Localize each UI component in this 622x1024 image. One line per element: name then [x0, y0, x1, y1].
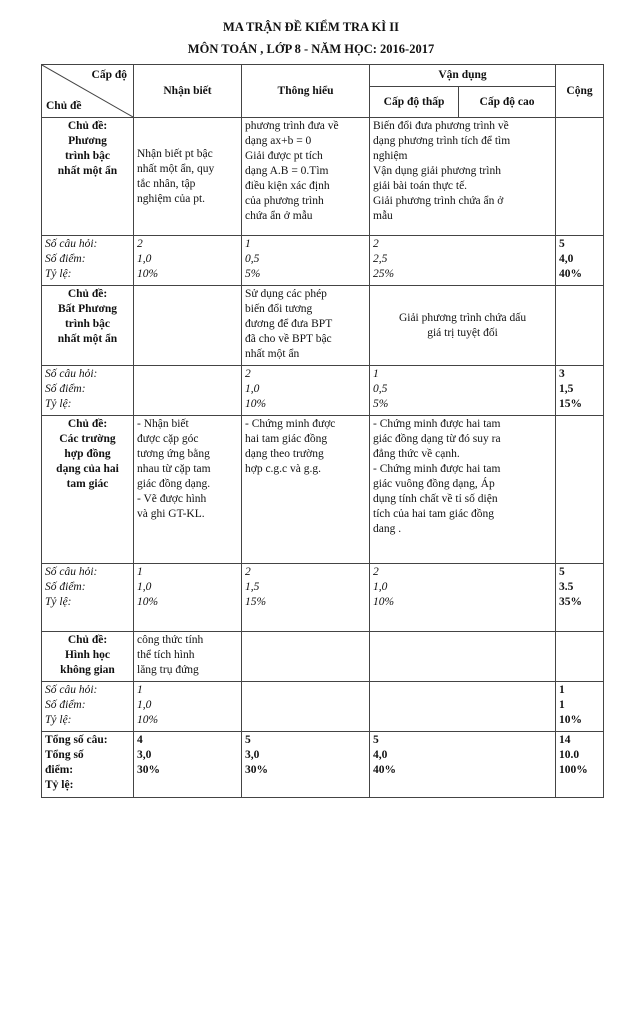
text-line: 15%: [245, 596, 267, 608]
text-line: của phương trình: [245, 195, 324, 207]
text-line: 1,0: [373, 581, 388, 593]
cap-do-cao-header: Cấp độ cao: [459, 87, 556, 118]
text-line: 5%: [245, 268, 261, 280]
text-line: 2: [373, 566, 379, 578]
text-line: 5%: [373, 398, 389, 410]
text-line: Giải phương trình chứa dấu: [398, 311, 527, 324]
cong-cell: [556, 118, 604, 236]
thong-hieu-cell: [242, 286, 370, 366]
stat-label: Tỷ lệ:: [45, 398, 72, 410]
stats-label-cell: [42, 236, 134, 286]
text-line: 1,5: [245, 581, 260, 593]
text-line: Tỷ lệ:: [45, 779, 74, 791]
text-line: 100%: [559, 764, 588, 776]
text-line: tam giác: [66, 478, 109, 490]
van-dung-cell: [370, 416, 556, 564]
text-line: 3,0: [137, 749, 152, 761]
stats-van-dung-cell: [370, 682, 556, 732]
cong-cell: [556, 632, 604, 682]
topic-row: [42, 416, 604, 564]
cap-do-label: Cấp độ: [91, 69, 127, 81]
stat-label: Số câu hỏi:: [45, 238, 98, 250]
stats-label-cell: [42, 682, 134, 732]
text-line: Tổng số câu:: [45, 734, 108, 746]
text-line: tắc nhân, tập: [137, 177, 196, 190]
text-line: giác đồng dạng.: [137, 478, 211, 490]
text-line: 40%: [373, 764, 396, 776]
topic-name-cell: [42, 416, 134, 564]
nhan-biet-cell: [134, 286, 242, 366]
stat-label: Tỷ lệ:: [45, 596, 72, 608]
text-line: 5: [559, 238, 565, 250]
stat-label: Số điểm:: [45, 699, 86, 711]
topic-row: [42, 632, 604, 682]
text-line: Nhận biết pt bậc: [137, 147, 213, 160]
van-dung-cell: [370, 286, 556, 366]
text-line: 1: [373, 368, 379, 380]
text-line: 3.5: [559, 581, 574, 593]
nhan-biet-cell: [134, 118, 242, 236]
text-line: đương để đưa BPT: [245, 318, 333, 330]
van-dung-cell: [370, 118, 556, 236]
text-line: 25%: [373, 268, 395, 280]
stats-row: [42, 236, 604, 286]
text-line: mẫu: [373, 210, 393, 222]
text-line: dạng phương trình tích để tìm: [373, 135, 511, 147]
text-line: 10%: [245, 398, 267, 410]
text-line: 10%: [373, 596, 395, 608]
topic-row: [42, 286, 604, 366]
stat-label: Số câu hỏi:: [45, 368, 98, 380]
text-line: 4: [137, 734, 143, 746]
nhan-biet-header: Nhận biết: [134, 65, 242, 118]
text-line: 10%: [137, 714, 159, 726]
text-line: 1: [137, 684, 143, 696]
text-line: 1: [245, 238, 251, 250]
cong-header: Cộng: [556, 65, 604, 118]
text-line: 1,5: [559, 383, 574, 395]
stats-van-dung-cell: [370, 564, 556, 632]
stats-van-dung-cell: [370, 366, 556, 416]
stat-label: Số câu hỏi:: [45, 566, 98, 578]
text-line: dạng của hai: [56, 463, 119, 475]
text-line: 10.0: [559, 749, 580, 761]
text-line: tích của hai tam giác đồng: [373, 508, 495, 520]
totals-cong-cell: [556, 732, 604, 798]
nhan-biet-cell: [134, 632, 242, 682]
text-line: biến đổi tương: [245, 303, 313, 315]
stats-thong-hieu-cell: [242, 564, 370, 632]
stats-nhan-biet-cell: [134, 682, 242, 732]
text-line: Chủ đề:: [67, 288, 108, 300]
text-line: dụng tính chất về tỉ số diện: [373, 493, 498, 505]
totals-nhan-biet-cell: [134, 732, 242, 798]
stat-label: Tỷ lệ:: [45, 714, 72, 726]
text-line: dạng ax+b = 0: [245, 135, 312, 147]
stats-nhan-biet-cell: [134, 366, 242, 416]
stats-label-cell: [42, 564, 134, 632]
stats-cong-cell: [556, 236, 604, 286]
thong-hieu-header: Thông hiểu: [242, 65, 370, 118]
cap-do-thap-header: Cấp độ thấp: [370, 87, 459, 118]
stats-row: [42, 682, 604, 732]
text-line: đẳng thức về cạnh.: [373, 448, 460, 460]
text-line: Phương: [68, 135, 107, 147]
text-line: 3,0: [245, 749, 260, 761]
text-line: phương trình đưa về: [245, 120, 339, 132]
text-line: Chủ đề:: [67, 120, 108, 132]
text-line: nhất một ẩn: [57, 333, 118, 345]
text-line: 10%: [559, 714, 583, 726]
stat-label: Số câu hỏi:: [45, 684, 98, 696]
text-line: 30%: [245, 764, 268, 776]
cong-cell: [556, 286, 604, 366]
stats-nhan-biet-cell: [134, 564, 242, 632]
topic-name-cell: [42, 632, 134, 682]
stats-thong-hieu-cell: [242, 366, 370, 416]
stats-cong-cell: [556, 366, 604, 416]
text-line: giá trị tuyệt đối: [427, 326, 498, 339]
corner-header-cell: [42, 65, 134, 118]
text-line: trình bậc: [64, 150, 111, 162]
text-line: Biến đổi đưa phương trình về: [373, 120, 509, 132]
stats-thong-hieu-cell: [242, 236, 370, 286]
stats-cong-cell: [556, 682, 604, 732]
stats-row: [42, 564, 604, 632]
text-line: 0,5: [245, 253, 260, 265]
text-line: Vận dụng giải phương trình: [373, 165, 501, 177]
totals-row: [42, 732, 604, 798]
text-line: 4,0: [559, 253, 574, 265]
text-line: chứa ẩn ở mẫu: [245, 210, 313, 222]
text-line: 5: [245, 734, 251, 746]
text-line: - Chứng minh được hai tam: [373, 463, 501, 475]
text-line: Giải được pt tích: [245, 150, 323, 162]
text-line: điểm:: [45, 764, 74, 776]
text-line: lăng trụ đứng: [137, 664, 199, 676]
text-line: 4,0: [373, 749, 388, 761]
text-line: trình bậc: [64, 318, 111, 330]
text-line: dạng A.B = 0.Tìm: [245, 165, 329, 177]
text-line: giải bài toán thực tế.: [373, 180, 468, 192]
text-line: Tổng số: [45, 749, 84, 761]
van-dung-cell: [370, 632, 556, 682]
text-line: 2: [137, 238, 143, 250]
stat-label: Tỷ lệ:: [45, 268, 72, 280]
text-line: Sử dụng các phép: [245, 288, 327, 300]
text-line: - Vẽ được hình: [137, 493, 207, 505]
stats-van-dung-cell: [370, 236, 556, 286]
text-line: nhất một ẩn: [57, 165, 118, 177]
text-line: nghiệm của pt.: [137, 192, 206, 205]
text-line: 2: [245, 566, 251, 578]
thong-hieu-cell: [242, 632, 370, 682]
stat-label: Số điểm:: [45, 581, 86, 593]
text-line: giác vuông đồng dạng, Áp: [373, 478, 495, 490]
text-line: dang .: [373, 523, 402, 535]
text-line: được cặp góc: [137, 433, 199, 445]
stats-row: [42, 366, 604, 416]
text-line: - Chứng minh được hai tam: [373, 418, 501, 430]
text-line: 30%: [137, 764, 160, 776]
text-line: 2: [373, 238, 379, 250]
stat-label: Số điểm:: [45, 383, 86, 395]
text-line: hợp đồng: [64, 448, 111, 460]
topic-name-cell: [42, 286, 134, 366]
thong-hieu-cell: [242, 416, 370, 564]
text-line: và ghi GT-KL.: [137, 508, 205, 520]
text-line: 1: [559, 684, 565, 696]
text-line: tương ứng bằng: [137, 448, 210, 460]
text-line: 1: [559, 699, 565, 711]
text-line: 1: [137, 566, 143, 578]
text-line: thể tích hình: [137, 649, 195, 661]
text-line: - Chứng minh được: [245, 418, 336, 430]
text-line: 1,0: [137, 581, 152, 593]
totals-thong-hieu-cell: [242, 732, 370, 798]
text-line: giác đồng dạng từ đó suy ra: [373, 433, 501, 445]
text-line: 2,5: [373, 253, 388, 265]
text-line: Chủ đề:: [67, 634, 108, 646]
text-line: không gian: [60, 664, 115, 676]
text-line: nghiệm: [373, 150, 408, 162]
text-line: Bất Phương: [58, 303, 117, 315]
text-line: nhất một ẩn: [245, 348, 300, 360]
header-row-1: [42, 65, 604, 87]
text-line: 1,0: [137, 253, 152, 265]
text-line: 35%: [559, 596, 583, 608]
text-line: 3: [559, 368, 565, 380]
thong-hieu-cell: [242, 118, 370, 236]
topic-row: [42, 118, 604, 236]
text-line: Hình học: [64, 649, 111, 661]
text-line: 15%: [559, 398, 583, 410]
stats-thong-hieu-cell: [242, 682, 370, 732]
totals-label-cell: [42, 732, 134, 798]
text-line: 14: [559, 734, 571, 746]
stats-cong-cell: [556, 564, 604, 632]
text-line: 10%: [137, 268, 159, 280]
cong-cell: [556, 416, 604, 564]
text-line: công thức tính: [137, 634, 204, 646]
text-line: Các trường: [59, 433, 116, 445]
document-subtitle: MÔN TOÁN , LỚP 8 - NĂM HỌC: 2016-2017: [187, 42, 435, 56]
text-line: Giải phương trình chứa ẩn ở: [373, 195, 504, 207]
text-line: nhau từ cặp tam: [137, 463, 211, 475]
text-line: đã cho về BPT bậc: [245, 333, 332, 345]
text-line: 2: [245, 368, 251, 380]
text-line: 40%: [559, 268, 583, 280]
stats-label-cell: [42, 366, 134, 416]
text-line: Chủ đề:: [67, 418, 108, 430]
text-line: hợp c.g.c và g.g.: [245, 463, 322, 475]
text-line: 5: [373, 734, 379, 746]
exam-matrix-table: [41, 64, 604, 798]
text-line: dạng theo trường: [245, 448, 324, 460]
text-line: 5: [559, 566, 565, 578]
text-line: 10%: [137, 596, 159, 608]
text-line: hai tam giác đồng: [245, 433, 328, 445]
chu-de-label: Chủ đề: [46, 100, 82, 112]
text-line: 1,0: [137, 699, 152, 711]
totals-van-dung-cell: [370, 732, 556, 798]
stats-nhan-biet-cell: [134, 236, 242, 286]
text-line: - Nhận biết: [137, 418, 189, 430]
text-line: điều kiện xác định: [245, 180, 330, 192]
text-line: 0,5: [373, 383, 388, 395]
van-dung-header: Vận dụng: [370, 65, 556, 87]
stat-label: Số điểm:: [45, 253, 86, 265]
topic-name-cell: [42, 118, 134, 236]
document-title: MA TRẬN ĐỀ KIỂM TRA KÌ II: [223, 20, 399, 34]
nhan-biet-cell: [134, 416, 242, 564]
text-line: nhất một ẩn, quy: [137, 162, 215, 175]
text-line: 1,0: [245, 383, 260, 395]
